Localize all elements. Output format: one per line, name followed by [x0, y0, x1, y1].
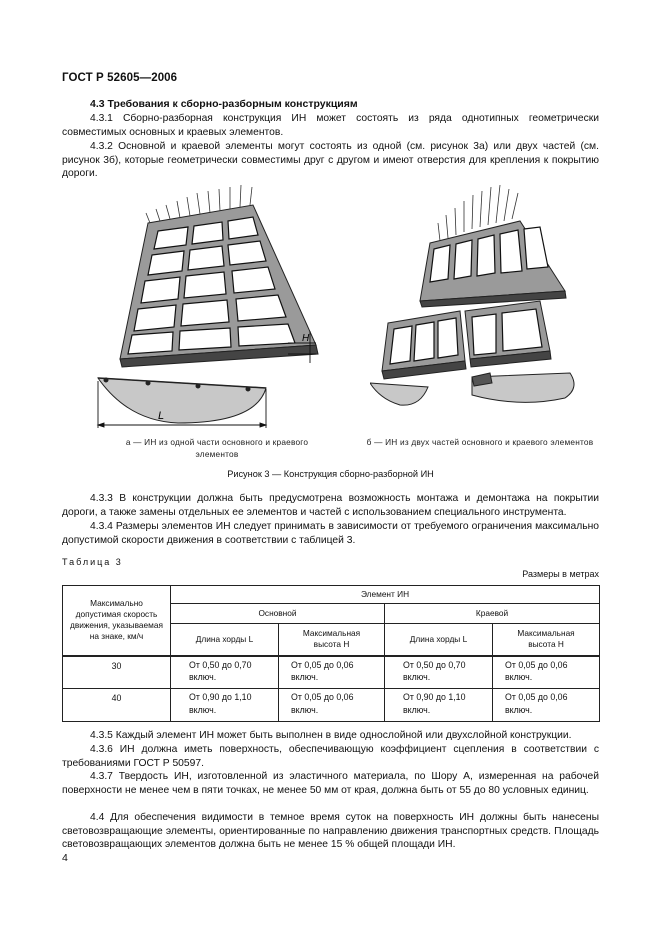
paragraph-4-3-1: 4.3.1 Сборно-разборная конструкция ИН может состоять из ряда однотипных геометрически совместимых основных и краевых элементов.	[62, 113, 599, 138]
chord-label: L	[158, 410, 165, 422]
cell-chord-main: От 0,50 до 0,70 включ.	[171, 656, 279, 689]
page-number: 4	[62, 852, 68, 864]
paragraph-4-4: 4.4 Для обеспечения видимости в темное время суток на поверхность ИН должны быть нанесены световозвращающие элементы, ориентированные по направлению движения транспортных средств. Площадь световозвращающих элементов должна быть не менее 15 % общей площади ИН.	[62, 812, 599, 851]
table-row	[63, 689, 600, 722]
header-height-main: Максимальная высота H	[279, 624, 385, 656]
header-edge: Краевой	[385, 604, 600, 624]
header-chord-main: Длина хорды L	[171, 624, 279, 656]
height-label: H	[302, 333, 310, 344]
header-main: Основной	[171, 604, 385, 624]
figure-3b-drawing	[370, 183, 610, 413]
cell-speed: 40	[63, 689, 171, 722]
cell-speed: 30	[63, 656, 171, 689]
paragraph-4-3-6: 4.3.6 ИН должна иметь поверхность, обеспечивающую коэффициент сцепления в соответствии с требованиями ГОСТ Р 50597.	[62, 744, 599, 769]
cell-chord-edge: От 0,90 до 1,10 включ.	[385, 689, 493, 722]
figure-title: Рисунок 3 — Конструкция сборно-разборной ИН	[227, 469, 434, 479]
paragraph-4-3-2: 4.3.2 Основной и краевой элементы могут состоять из одной (см. рисунок 3а) или двух частей (см. рисунок 3б), которые геометрически совместимы друг с другом и имеют отверстия для крепления к покрытию дороги.	[62, 141, 599, 180]
paragraph-4-3-4: 4.3.4 Размеры элементов ИН следует принимать в зависимости от требуемого ограничения максимально допустимой скорости движения в соответствии с таблицей 3.	[62, 521, 599, 546]
section-title: 4.3 Требования к сборно-разборным конструкциям	[90, 98, 358, 110]
cell-height-main: От 0,05 до 0,06 включ.	[279, 656, 385, 689]
paragraph-4-3-5: 4.3.5 Каждый элемент ИН может быть выполнен в виде однослойной или двухслойной конструкции.	[90, 730, 572, 741]
figure-caption-b: б — ИН из двух частей основного и краевого элементов	[366, 437, 594, 447]
document-header: ГОСТ Р 52605—2006	[62, 72, 178, 84]
cell-chord-edge: От 0,50 до 0,70 включ.	[385, 656, 493, 689]
table-3	[62, 585, 600, 722]
paragraph-4-3-7: 4.3.7 Твердость ИН, изготовленной из эластичного материала, по Шору А, измеренная на рабочей поверхности не менее чем в пяти точках, не менее 50 мм от края, должна быть от 55 до 80 условных единиц.	[62, 771, 599, 796]
table-row	[63, 656, 600, 689]
cell-height-main: От 0,05 до 0,06 включ.	[279, 689, 385, 722]
cell-chord-main: От 0,90 до 1,10 включ.	[171, 689, 279, 722]
header-element: Элемент ИН	[171, 586, 600, 604]
cell-height-edge: От 0,05 до 0,06 включ.	[493, 656, 600, 689]
cell-height-edge: От 0,05 до 0,06 включ.	[493, 689, 600, 722]
table-label: Таблица 3	[62, 557, 123, 567]
header-height-edge: Максимальная высота H	[493, 624, 600, 656]
figure-3a-drawing	[88, 183, 338, 435]
paragraph-4-3-3: 4.3.3 В конструкции должна быть предусмотрена возможность монтажа и демонтажа на покрытии дороги, а также замены отдельных ее элементов и частей с использованием специального инструмента.	[62, 493, 599, 518]
figure-caption-a: а — ИН из одной части основного и краевого элементов	[125, 437, 309, 459]
edge-element	[98, 378, 266, 423]
header-speed: Максимально допустимая скорость движения, указываемая на знаке, км/ч	[63, 586, 171, 656]
table-units: Размеры в метрах	[522, 569, 599, 579]
header-chord-edge: Длина хорды L	[385, 624, 493, 656]
edge-segments	[370, 373, 574, 405]
lower-right-cells	[472, 309, 542, 355]
